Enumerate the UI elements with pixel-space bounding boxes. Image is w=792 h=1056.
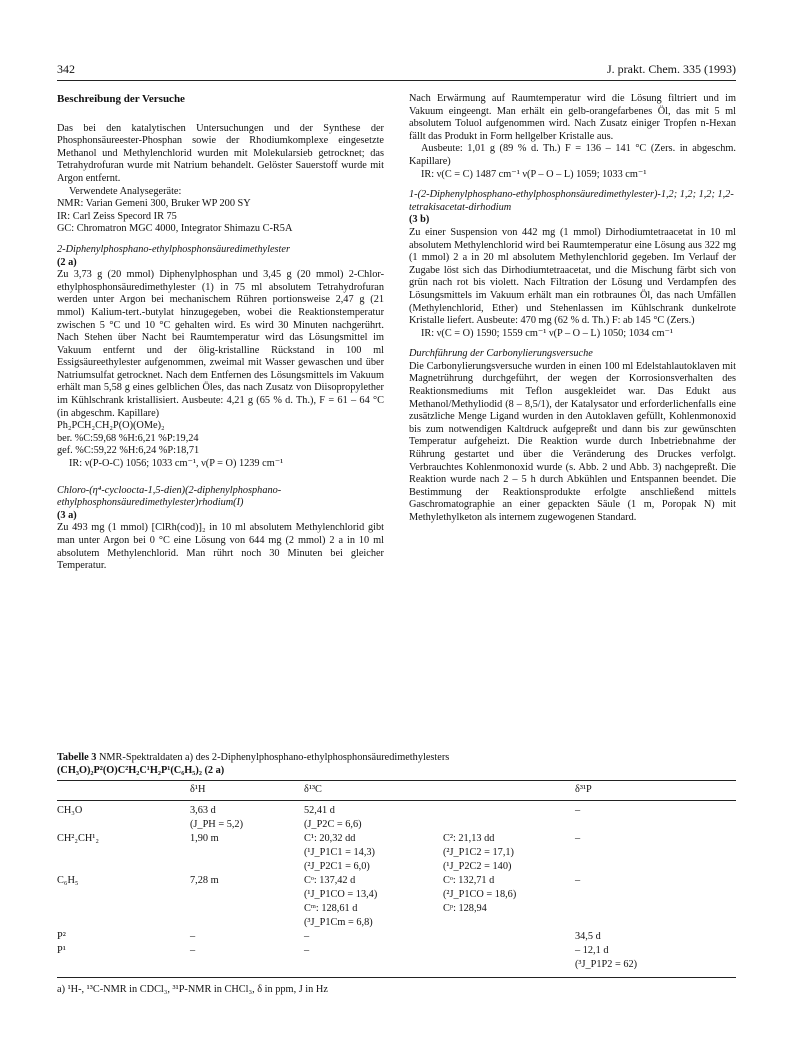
table-top-rule	[57, 780, 736, 781]
table-cell: C₆H₅	[57, 875, 79, 886]
table-row	[57, 805, 736, 819]
table-cell: 3,63 d	[190, 805, 216, 816]
table-row	[57, 945, 736, 959]
header-13c: δ¹³C	[304, 784, 322, 795]
table-cell: 1,90 m	[190, 833, 219, 844]
table-cell: –	[575, 805, 581, 816]
compound-3b-label: (3 b)	[409, 214, 430, 226]
table-cell: Cᵖ: 128,94	[443, 903, 487, 914]
table-cell: CH₃O	[57, 805, 83, 816]
table-caption-text: NMR-Spektraldaten a) des 2-Diphenylphosphano-ethylphosphonsäuredimethylesters	[98, 752, 450, 763]
instrument-gc: GC: Chromatron MGC 4000, Integrator Shimazu C-R5A	[57, 223, 293, 235]
table-cell: Cᵐ: 128,61 d	[304, 903, 358, 914]
table-label: Tabelle 3	[57, 752, 97, 763]
table-cell: 34,5 d	[575, 931, 601, 942]
table-cell: (¹J_P1CO = 13,4)	[304, 889, 378, 900]
table-row	[57, 959, 736, 973]
header-1h: δ¹H	[190, 784, 206, 795]
compound-3a-title: Chloro-(η⁴-cycloocta-1,5-dien)(2-diphenylphosphano-ethylphosphonsäuredimethylester)rhodium(I)	[57, 484, 282, 509]
table-row	[57, 903, 736, 917]
table-cell: – 12,1 d	[575, 945, 609, 956]
compound-3a-ir: IR: ν(C = C) 1487 cm⁻¹ ν(P – O – L) 1059; 1033 cm⁻¹	[421, 168, 647, 180]
table-cell: (¹J_P2C2 = 140)	[443, 861, 512, 872]
section-title: Beschreibung der Versuche	[57, 93, 185, 105]
compound-3a-procedure: Zu 493 mg (1 mmol) [ClRh(cod)]₂ in 10 ml absolutem Methylenchlorid gibt man unter Argon bei 0 °C eine Lösung von 644 mg (2 mmol) 2 a in 10 ml absolutem Methylenchlorid. Man rührt noch 30 Minuten bei gleicher Temperatur.	[57, 522, 384, 572]
table-cell: P¹	[57, 945, 66, 956]
table-header-row	[57, 784, 736, 800]
instruments-heading: Verwendete Analysegeräte:	[69, 185, 182, 197]
header-rule	[57, 80, 736, 81]
table-cell: Cᵒ: 132,71 d	[443, 875, 495, 886]
table-cell: (J_P2C = 6,6)	[304, 819, 362, 830]
table-row	[57, 819, 736, 833]
table-cell: –	[575, 833, 581, 844]
table-cell: C²: 21,13 dd	[443, 833, 495, 844]
table-cell: (²J_P1CO = 18,6)	[443, 889, 517, 900]
table-cell: (J_PH = 5,2)	[190, 819, 244, 830]
compound-3a-label: (3 a)	[57, 509, 77, 521]
table-row	[57, 847, 736, 861]
compound-3a-yield: Ausbeute: 1,01 g (89 % d. Th.) F = 136 – 141 °C (Zers. in abgeschm. Kapillare)	[409, 143, 736, 167]
table-cell: –	[190, 945, 196, 956]
table-row	[57, 931, 736, 945]
compound-2a-label: (2 a)	[57, 256, 77, 268]
compound-2a-procedure: Zu 3,73 g (20 mmol) Diphenylphosphan und 3,45 g (20 mmol) 2-Chlor-ethylphosphonsäuredimethylester (1) in 75 ml absolutem Tetrahydrofuran werden unter Argon bei mechanischem Rühren portionsweise 2,47 g (21 mmol) Kalium-tert.-butylat hinzugegeben, wobei die Reaktionstemperatur zwischen 5 °C und 10 °C gehalten wird. Es wird 30 Minuten nachgerührt. Nach Stehen über Nacht bei Raumtemperatur wird das Lösungsmittel im Vakuum entfernt und der ölig-kristalline Rückstand in 100 ml Essigsäureethylester aufgenommen, zweimal mit Wasser gewaschen und über Natriumsulfat getrocknet. Nach dem Entfernen des Lösungsmittels im Vakuum erhält man 5,58 g eines gelblichen Öles, das nach Zusatz von Diisopropylether im Kühlschrank kristallisiert. Ausbeute: 4,21 g (65 % d. Th.), F = 61 – 64 °C (in abgeschm. Kapillare)	[57, 269, 384, 419]
compound-3b-title: 1-(2-Diphenylphosphano-ethylphosphonsäuredimethylester)-1,2; 1,2; 1,2; 1,2-tetrakisacetat-dirhodium	[409, 189, 734, 213]
table-cell: (³J_P1Cm = 6,8)	[304, 917, 373, 928]
instrument-ir: IR: Carl Zeiss Specord IR 75	[57, 210, 177, 222]
compound-2a-formula: Ph₂PCH₂CH₂P(O)(OMe)₂	[57, 420, 165, 432]
table-cell: –	[575, 875, 581, 886]
carbonylation-title: Durchführung der Carbonylierungsversuche	[409, 348, 593, 360]
elemental-found: gef. %C:59,22 %H:6,24 %P:18,71	[57, 445, 200, 457]
table-row	[57, 833, 736, 847]
table-cell: –	[190, 931, 196, 942]
left-column	[57, 93, 384, 573]
table-cell: P²	[57, 931, 66, 942]
table-row	[57, 917, 736, 931]
table-row	[57, 875, 736, 889]
table-cell: CH²₂CH¹₂	[57, 833, 99, 844]
table-cell: Cᵒ: 137,42 d	[304, 875, 356, 886]
table-cell: 7,28 m	[190, 875, 219, 886]
header-31p: δ³¹P	[575, 784, 592, 795]
table-header-rule	[57, 800, 736, 801]
table-caption	[57, 751, 736, 764]
instrument-nmr: NMR: Varian Gemeni 300, Bruker WP 200 SY	[57, 198, 251, 210]
intro-paragraph: Das bei den katalytischen Untersuchungen und der Synthese der Phosphonsäureester-Phosphan sowie der Rhodiumkomplexe eingesetzte Methanol und Methylenchlorid wurden mit Molekularsieb getrocknet; das Tetrahydrofuran wurde mit Natrium behandelt. Gelöster Sauerstoff wurde mit Argon entfernt.	[57, 122, 384, 184]
table-cell: 52,41 d	[304, 805, 335, 816]
table-body	[57, 805, 736, 973]
page-number: 342	[57, 62, 75, 76]
table-cell: –	[304, 931, 310, 942]
table-cell: C¹: 20,32 dd	[304, 833, 356, 844]
compound-3b-procedure: Zu einer Suspension von 442 mg (1 mmol) Dirhodiumtetraacetat in 10 ml absolutem Methylenchlorid wird bei Raumtemperatur eine Lösung aus 322 mg (1 mmol) 2 a in 20 ml absolutem Methylenchlorid gegeben. Im Verlauf der Zugabe löst sich das Dirhodiumtetraacetat, und die Mischung färbt sich von grün nach rot bis violett. Nach Filtration der Lösung und Verdampfen des Lösungsmittels im Vakuum erhält man ein rotbraunes Öl, das nach Umfällen (Methylenchlorid, Ether) und Stehenlassen im Kühlschrank dunkelrote Kristalle liefert. Ausbeute: 470 mg (62 % d. Th.) F: ab 145 °C (Zers.)	[409, 226, 736, 327]
compound-2a-ir: IR: ν(P-O-C) 1056; 1033 cm⁻¹, ν(P = O) 1239 cm⁻¹	[69, 458, 284, 470]
table-cell: –	[304, 945, 310, 956]
table-footnote: a) ¹H-, ¹³C-NMR in CDCl₃, ³¹P-NMR in CHCl₃, δ in ppm, J in Hz	[57, 984, 328, 995]
compound-3b-ir: IR: ν(C = O) 1590; 1559 cm⁻¹ ν(P – O – L) 1050; 1034 cm⁻¹	[421, 327, 674, 339]
nmr-table	[57, 751, 736, 995]
carbonylation-procedure: Die Carbonylierungsversuche wurden in einen 100 ml Edelstahlautoklaven mit Magnetrührung durchgeführt, der wegen der Korrosionsverhalten des Reaktionsmediums mit Teflon ausgekleidet war. Das Edukt aus Methanol/Methyliodid (8 – 8,5/1), der Katalysator und erforderlichenfalls eine zusätzliche Menge Ligand wurden in den Autoklaven gefüllt, Kohlenmonoxid bis zum notwendigen Kaltdruck aufgepreßt und dann bis zur gewünschten Temperatur aufgeheizt. Die Reaktion wurde durch Inbetriebnahme der Rührung gestartet und über die Veränderung des Druckes verfolgt. Verbrauchtes Kohlenmonoxid wurde (s. Abb. 2 und Abb. 3) nachgepreßt. Die Reaktion wurde nach 2 – 5 h durch Abkühlen und Entspannen beendet. Die Bestimmung der Reaktionsprodukte erfolgte anschließend mittels Gaschromatographie an einer gepackten Säule (1 m, Poropak N) mit Methylethylketon als internem zugewogenen Standard.	[409, 360, 736, 523]
table-cell: (³J_P1P2 = 62)	[575, 959, 638, 970]
compound-2a-title: 2-Diphenylphosphano-ethylphosphonsäuredimethylester	[57, 243, 290, 255]
table-cell: (²J_P1C2 = 17,1)	[443, 847, 514, 858]
table-bottom-rule	[57, 977, 736, 978]
table-row	[57, 861, 736, 875]
compound-3a-continued: Nach Erwärmung auf Raumtemperatur wird die Lösung filtriert und im Vakuum eingeengt. Man erhält ein gelb-orangefarbenes Öl, das mit 5 ml absolutem Toluol aufgenommen wird. Nach Zusatz einiger Tropfen n-Hexan fällt das Produkt in Form hellgelber Kristalle aus.	[409, 93, 736, 142]
table-caption-formula: (CH₃O)₂P²(O)C²H₂C¹H₂P¹(C₆H₅)₂ (2 a)	[57, 765, 225, 776]
right-column	[409, 93, 736, 525]
table-cell: (¹J_P1C1 = 14,3)	[304, 847, 375, 858]
elemental-calculated: ber. %C:59,68 %H:6,21 %P:19,24	[57, 432, 199, 444]
journal-reference: J. prakt. Chem. 335 (1993)	[607, 62, 736, 76]
table-row	[57, 889, 736, 903]
table-cell: (²J_P2C1 = 6,0)	[304, 861, 370, 872]
